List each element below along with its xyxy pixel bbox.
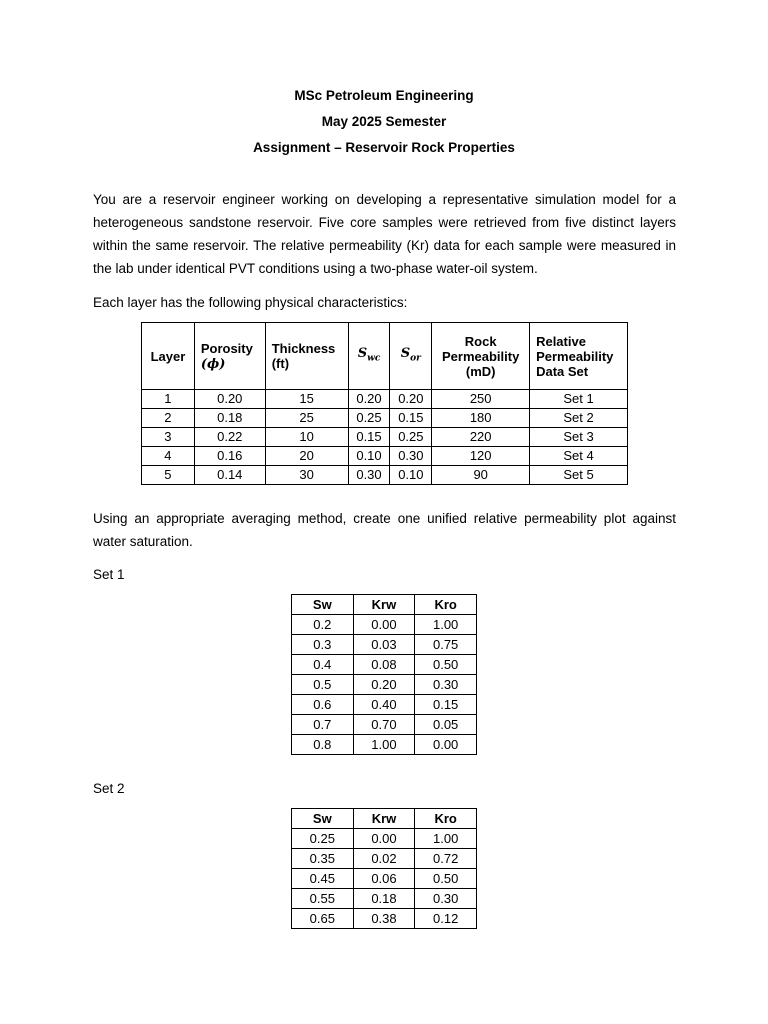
set2-header-sw: Sw xyxy=(292,809,354,829)
table-cell: 0.38 xyxy=(353,909,415,929)
table-cell: 0.65 xyxy=(292,909,354,929)
table-cell: 0.30 xyxy=(390,447,432,466)
table-cell: 250 xyxy=(432,390,530,409)
table-cell: 1.00 xyxy=(415,615,477,635)
table-cell: 0.2 xyxy=(292,615,354,635)
set1-body xyxy=(292,615,477,755)
table-cell: 3 xyxy=(142,428,195,447)
layer-row xyxy=(142,390,628,409)
layer-row xyxy=(142,466,628,485)
table-cell: 1 xyxy=(142,390,195,409)
table-cell: 0.50 xyxy=(415,869,477,889)
table-cell: 2 xyxy=(142,409,195,428)
set2-row xyxy=(292,849,477,869)
table-cell: Set 2 xyxy=(530,409,628,428)
intro-paragraph: You are a reservoir engineer working on developing a representative simulation model for a heterogeneous sandstone reservoir. Five core samples were retrieved from five distinct layers within the same reservoir. The relative permeability (Kr) data for each sample were measured in the lab under identical PVT conditions using a two-phase water-oil system. xyxy=(93,192,676,276)
table-cell: 0.5 xyxy=(292,675,354,695)
header-layer: Layer xyxy=(142,323,195,390)
semester-title: May 2025 Semester xyxy=(321,114,447,129)
program-title: MSc Petroleum Engineering xyxy=(294,88,474,103)
table-cell: 0.25 xyxy=(292,829,354,849)
table-cell: 5 xyxy=(142,466,195,485)
header-thickness: Thickness (ft) xyxy=(265,323,348,390)
set1-row xyxy=(292,615,477,635)
table-cell: 0.03 xyxy=(353,635,415,655)
set2-header-row xyxy=(292,809,477,829)
table-cell: 0.20 xyxy=(194,390,265,409)
table-cell: 180 xyxy=(432,409,530,428)
table-cell: 0.7 xyxy=(292,715,354,735)
table-cell: 0.22 xyxy=(194,428,265,447)
table-cell: 4 xyxy=(142,447,195,466)
table-cell: 0.10 xyxy=(348,447,390,466)
table-cell: 0.12 xyxy=(415,909,477,929)
table-cell: 0.08 xyxy=(353,655,415,675)
header-relative-permeability: Relative Permeability Data Set xyxy=(530,323,628,390)
set1-row xyxy=(292,635,477,655)
table-cell: 0.4 xyxy=(292,655,354,675)
set1-header-row xyxy=(292,595,477,615)
table-cell: 0.16 xyxy=(194,447,265,466)
table-cell: Set 4 xyxy=(530,447,628,466)
table-cell: 0.55 xyxy=(292,889,354,909)
table-cell: 0.18 xyxy=(194,409,265,428)
table-cell: 0.10 xyxy=(390,466,432,485)
table-cell: 0.06 xyxy=(353,869,415,889)
set1-header-kro: Kro xyxy=(415,595,477,615)
table-cell: 0.30 xyxy=(348,466,390,485)
table-cell: 0.50 xyxy=(415,655,477,675)
table-cell: 120 xyxy=(432,447,530,466)
table-cell: 0.14 xyxy=(194,466,265,485)
table-cell: 0.6 xyxy=(292,695,354,715)
table-cell: 1.00 xyxy=(415,829,477,849)
table-cell: 0.20 xyxy=(390,390,432,409)
header-swc: $S_{wc}$ xyxy=(348,323,390,390)
table-cell: 0.05 xyxy=(415,715,477,735)
header-sor: $S_{or}$ xyxy=(390,323,432,390)
table-cell: Set 5 xyxy=(530,466,628,485)
set2-row xyxy=(292,869,477,889)
table-cell: 0.00 xyxy=(353,615,415,635)
table-cell: 20 xyxy=(265,447,348,466)
table-cell: 0.8 xyxy=(292,735,354,755)
set2-table xyxy=(291,808,477,929)
assignment-title: Assignment – Reservoir Rock Properties xyxy=(253,140,515,155)
table-cell: 0.70 xyxy=(353,715,415,735)
set2-row xyxy=(292,829,477,849)
layer-properties-table xyxy=(141,322,628,485)
table-cell: 0.00 xyxy=(353,829,415,849)
set1-label: Set 1 xyxy=(93,567,125,582)
table-cell: 0.15 xyxy=(415,695,477,715)
table-cell: 15 xyxy=(265,390,348,409)
set1-row xyxy=(292,715,477,735)
table-cell: 90 xyxy=(432,466,530,485)
table-cell: 1.00 xyxy=(353,735,415,755)
header-porosity: Porosity (ϕ) xyxy=(194,323,265,390)
set2-header-kro: Kro xyxy=(415,809,477,829)
table-cell: 0.30 xyxy=(415,889,477,909)
set2-body xyxy=(292,829,477,929)
set1-table xyxy=(291,594,477,755)
layer-intro: Each layer has the following physical characteristics: xyxy=(93,295,408,310)
table-cell: 0.15 xyxy=(390,409,432,428)
set1-header-sw: Sw xyxy=(292,595,354,615)
set1-row xyxy=(292,695,477,715)
table-cell: 0.20 xyxy=(353,675,415,695)
table-cell: 220 xyxy=(432,428,530,447)
set1-header-krw: Krw xyxy=(353,595,415,615)
table-cell: 0.40 xyxy=(353,695,415,715)
layer-row xyxy=(142,409,628,428)
table-header-row xyxy=(142,323,628,390)
set2-row xyxy=(292,889,477,909)
table-cell: 0.25 xyxy=(390,428,432,447)
task-paragraph: Using an appropriate averaging method, create one unified relative permeability plot against water saturation. xyxy=(93,511,676,549)
table-cell: 10 xyxy=(265,428,348,447)
set2-label: Set 2 xyxy=(93,781,125,796)
table-cell: 0.20 xyxy=(348,390,390,409)
table-cell: 0.00 xyxy=(415,735,477,755)
table-cell: 0.3 xyxy=(292,635,354,655)
table-cell: 0.18 xyxy=(353,889,415,909)
table-cell: 25 xyxy=(265,409,348,428)
layer-properties-body xyxy=(142,390,628,485)
set1-row xyxy=(292,675,477,695)
table-cell: 0.72 xyxy=(415,849,477,869)
table-cell: 30 xyxy=(265,466,348,485)
layer-row xyxy=(142,447,628,466)
table-cell: 0.45 xyxy=(292,869,354,889)
header-rock-permeability: Rock Permeability (mD) xyxy=(432,323,530,390)
table-cell: 0.75 xyxy=(415,635,477,655)
table-cell: 0.30 xyxy=(415,675,477,695)
set2-header-krw: Krw xyxy=(353,809,415,829)
table-cell: 0.02 xyxy=(353,849,415,869)
table-cell: Set 1 xyxy=(530,390,628,409)
set2-row xyxy=(292,909,477,929)
table-cell: 0.15 xyxy=(348,428,390,447)
table-cell: Set 3 xyxy=(530,428,628,447)
set1-row xyxy=(292,735,477,755)
layer-row xyxy=(142,428,628,447)
table-cell: 0.25 xyxy=(348,409,390,428)
table-cell: 0.35 xyxy=(292,849,354,869)
set1-row xyxy=(292,655,477,675)
